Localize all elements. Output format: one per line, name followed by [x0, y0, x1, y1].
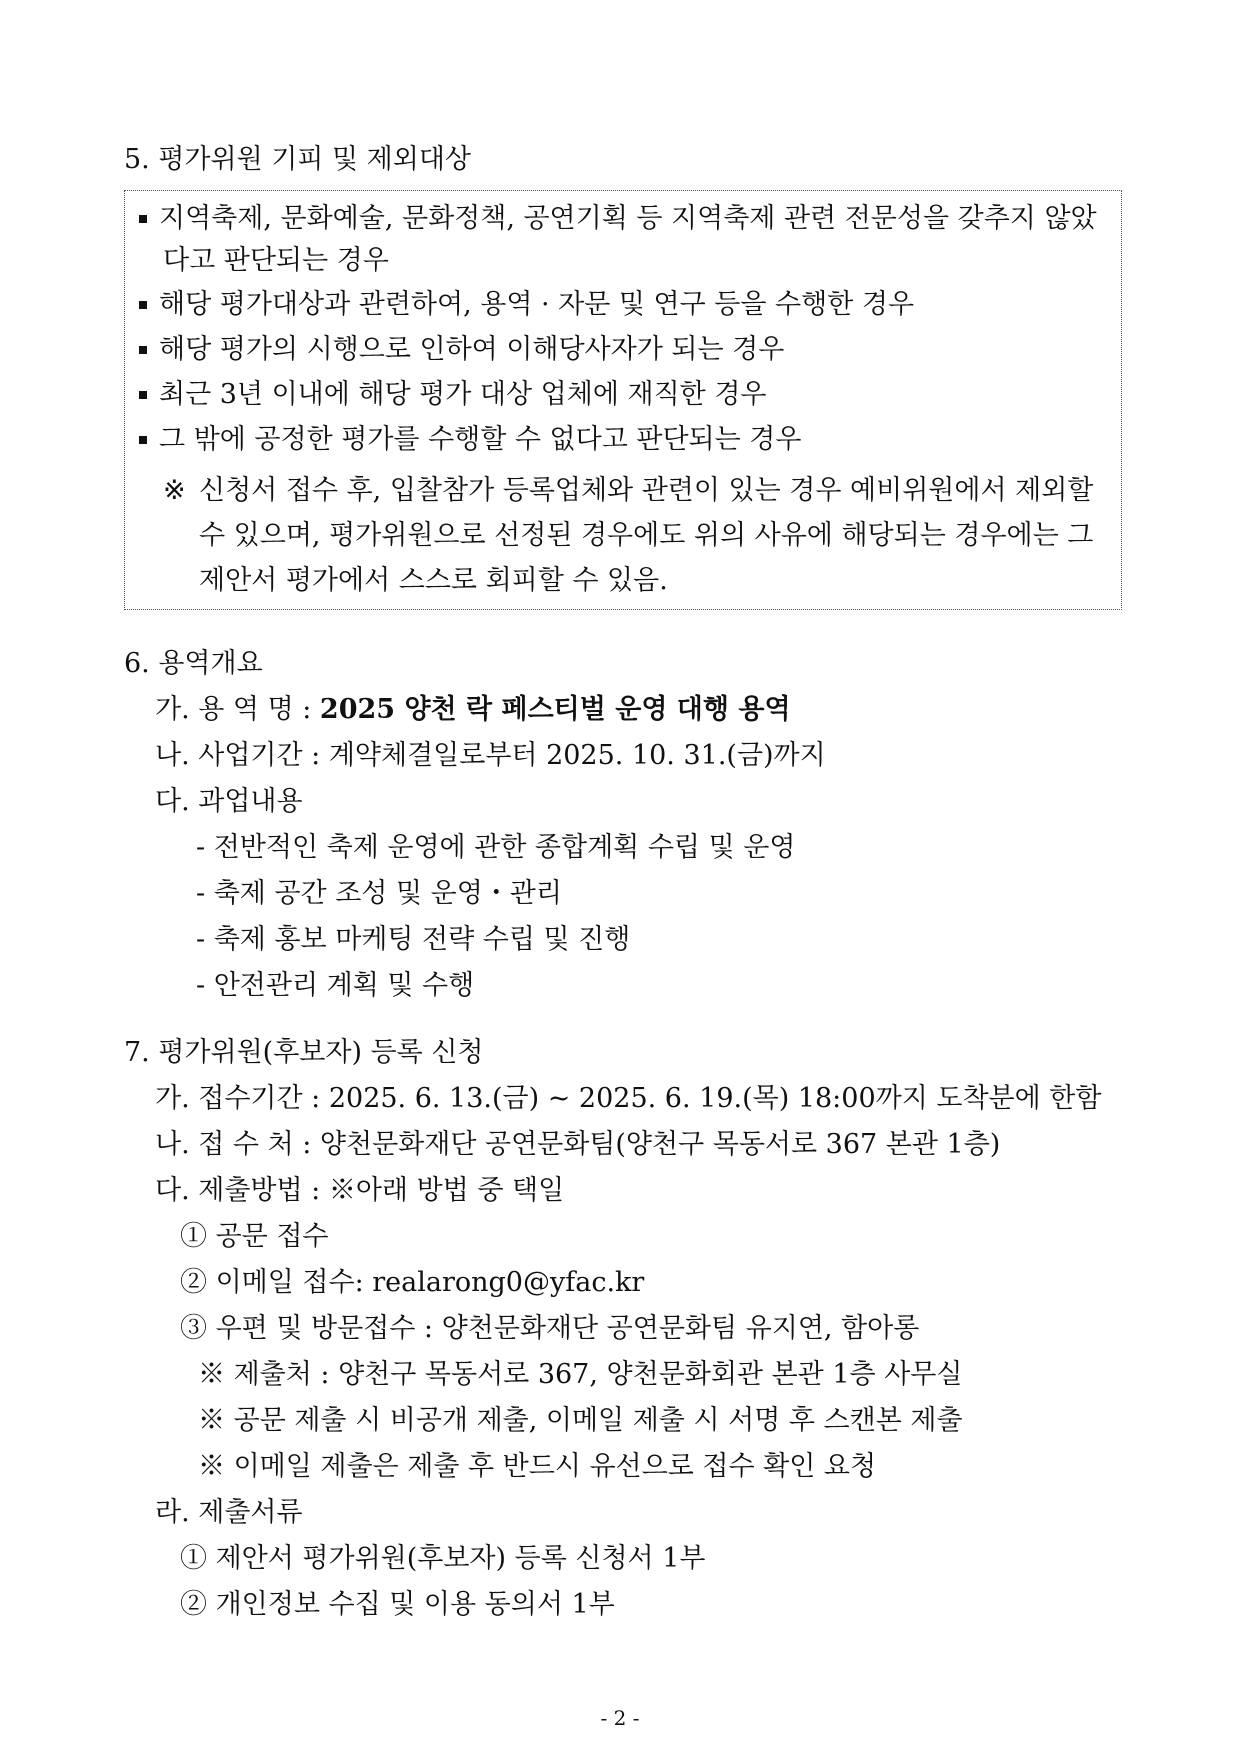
- list-item: [139, 426, 801, 453]
- project-name-label: 가. 용 역 명 :: [155, 694, 320, 725]
- task-item: - 축제 공간 조성 및 운영・관리: [196, 878, 562, 909]
- task-item: - 안전관리 계획 및 수행: [196, 970, 475, 1001]
- method-item: ② 이메일 접수: realarong0@yfac.kr: [180, 1267, 645, 1298]
- note-text: 제안서 평가에서 스스로 회피할 수 있음.: [199, 565, 668, 596]
- task-item: - 축제 홍보 마케팅 전략 수립 및 진행: [196, 924, 631, 955]
- bullet-square-icon: [139, 346, 147, 354]
- bullet-square-icon: [139, 436, 147, 444]
- reference-mark-icon: ※: [163, 475, 186, 506]
- list-item-text: 그 밖에 공정한 평가를 수행할 수 없다고 판단되는 경우: [159, 424, 802, 455]
- document-item: ② 개인정보 수집 및 이용 동의서 1부: [180, 1589, 615, 1620]
- method-note: ※ 이메일 제출은 제출 후 반드시 유선으로 접수 확인 요청: [198, 1451, 877, 1482]
- list-item-text: 지역축제, 문화예술, 문화정책, 공연기획 등 지역축제 관련 전문성을 갖추지 않았: [159, 203, 1097, 234]
- list-item: [139, 336, 784, 363]
- submission-period: 가. 접수기간 : 2025. 6. 13.(금) ~ 2025. 6. 19.(목) 18:00까지 도착분에 한함: [155, 1083, 1102, 1114]
- note-text: 수 있으며, 평가위원으로 선정된 경우에도 위의 사유에 해당되는 경우에는 그: [199, 520, 1094, 551]
- project-name-value: 2025 양천 락 페스티벌 운영 대행 용역: [319, 694, 791, 725]
- method-note: ※ 공문 제출 시 비공개 제출, 이메일 제출 시 서명 후 스캔본 제출: [198, 1405, 963, 1436]
- submission-method-heading: 다. 제출방법 : ※아래 방법 중 택일: [155, 1175, 565, 1206]
- section7-title: 7. 평가위원(후보자) 등록 신청: [124, 1037, 484, 1068]
- method-item: ③ 우편 및 방문접수 : 양천문화재단 공연문화팀 유지연, 함아롱: [180, 1313, 920, 1344]
- list-item-text: 해당 평가대상과 관련하여, 용역 · 자문 및 연구 등을 수행한 경우: [159, 289, 915, 320]
- project-period: 나. 사업기간 : 계약체결일로부터 2025. 10. 31.(금)까지: [155, 740, 826, 771]
- list-item: [139, 381, 766, 408]
- bullet-square-icon: [139, 391, 147, 399]
- list-item: [139, 291, 914, 318]
- documents-heading: 라. 제출서류: [155, 1497, 303, 1528]
- submission-place: 나. 접 수 처 : 양천문화재단 공연문화팀(양천구 목동서로 367 본관 1층): [155, 1129, 1001, 1160]
- list-item-text: 해당 평가의 시행으로 인하여 이해당사자가 되는 경우: [159, 334, 785, 365]
- list-item-continuation: 다고 판단되는 경우: [163, 245, 389, 276]
- bullet-square-icon: [139, 215, 147, 223]
- document-item: ① 제안서 평가위원(후보자) 등록 신청서 1부: [180, 1543, 706, 1574]
- exclusion-criteria-box: [124, 190, 1122, 610]
- task-heading: 다. 과업내용: [155, 786, 303, 817]
- section5-title: 5. 평가위원 기피 및 제외대상: [124, 144, 471, 175]
- bullet-square-icon: [139, 301, 147, 309]
- task-item: - 전반적인 축제 운영에 관한 종합계획 수립 및 운영: [196, 832, 796, 863]
- section6-title: 6. 용역개요: [124, 648, 263, 679]
- list-item-text: 최근 3년 이내에 해당 평가 대상 업체에 재직한 경우: [159, 379, 767, 410]
- list-item: [139, 205, 1097, 232]
- method-note: ※ 제출처 : 양천구 목동서로 367, 양천문화회관 본관 1층 사무실: [198, 1359, 963, 1390]
- note-text: 신청서 접수 후, 입찰참가 등록업체와 관련이 있는 경우 예비위원에서 제외할: [199, 475, 1094, 506]
- method-item: ① 공문 접수: [180, 1221, 329, 1252]
- page-number: - 2 -: [600, 1706, 640, 1730]
- project-name-row: [155, 696, 791, 723]
